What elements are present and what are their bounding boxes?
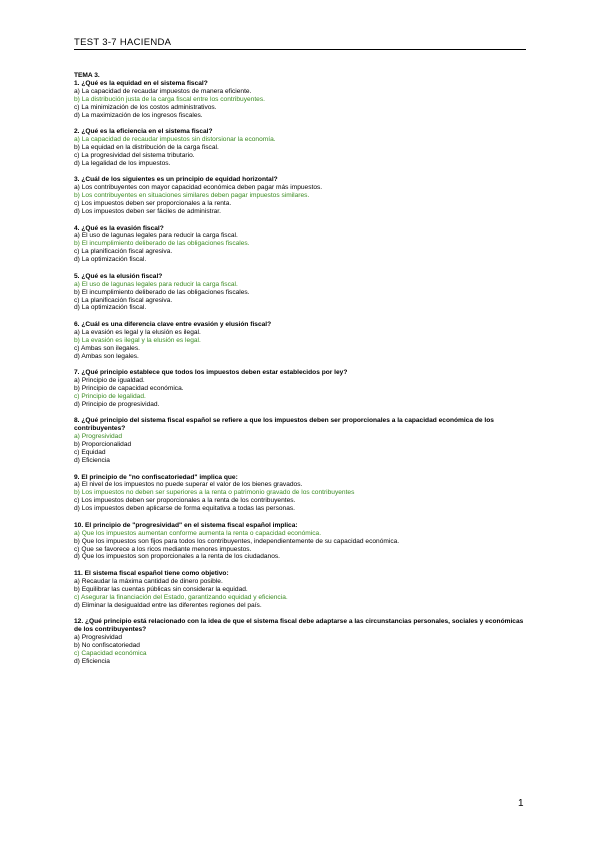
answer-option-correct: a) Que los impuestos aumentan conforme aumenta la renta o capacidad económica. — [74, 529, 322, 537]
answer-option: c) La planificación fiscal agresiva. — [74, 248, 173, 256]
answer-option: b) Que los impuestos son fijos para todos los contribuyentes, independientemente de su capacidad económica. — [74, 537, 400, 545]
answer-option-correct: c) Asegurar la financiación del Estado, garantizando equidad y eficiencia. — [74, 593, 288, 601]
answer-option: d) Los impuestos deben ser fáciles de administrar. — [74, 207, 221, 215]
question-block — [74, 176, 526, 216]
answer-option-correct: b) El incumplimiento deliberado de las obligaciones fiscales. — [74, 240, 250, 248]
title-underline — [74, 49, 526, 50]
page-number: 1 — [518, 798, 524, 809]
question-block — [74, 474, 526, 514]
answer-option: a) Principio de igualdad. — [74, 377, 145, 385]
answer-option: d) Ambas son legales. — [74, 352, 139, 360]
answer-option: d) Los impuestos deben aplicarse de forma equitativa a todas las personas. — [74, 505, 296, 513]
answer-option: c) Los impuestos deben ser proporcionales a la renta. — [74, 200, 232, 208]
answer-option: b) Principio de capacidad económica. — [74, 385, 184, 393]
answer-option: c) Ambas son ilegales. — [74, 344, 140, 352]
answer-option: c) Los impuestos deben ser proporcionales a la renta de los contribuyentes. — [74, 497, 296, 505]
answer-option-correct: a) Progresividad — [74, 433, 123, 441]
answer-option: a) La evasión es legal y la elusión es ilegal. — [74, 328, 201, 336]
question-block — [74, 522, 526, 562]
answer-option: b) Proporcionalidad — [74, 441, 132, 449]
answer-option: d) Eficiencia — [74, 657, 110, 665]
answer-option: b) Equilibrar las cuentas públicas sin considerar la equidad. — [74, 585, 248, 593]
question-list — [74, 72, 526, 666]
answer-option: d) La optimización fiscal. — [74, 256, 147, 264]
question-block — [74, 225, 526, 265]
question-text: 6. ¿Cuál es una diferencia clave entre evasión y elusión fiscal? — [74, 321, 272, 328]
answer-option: d) Que los impuestos son proporcionales a la renta de los ciudadanos. — [74, 553, 280, 561]
question-text: 2. ¿Qué es la eficiencia en el sistema fiscal? — [74, 128, 213, 136]
answer-option: b) No confiscatoriedad — [74, 641, 140, 649]
question-block — [74, 618, 526, 665]
answer-option: d) La optimización fiscal. — [74, 304, 147, 312]
answer-option-correct: c) Capacidad económica — [74, 649, 147, 657]
answer-option-correct: c) Principio de legalidad. — [74, 392, 146, 400]
question-text: 11. El sistema fiscal español tiene como objetivo: — [74, 570, 229, 577]
question-block — [74, 369, 526, 409]
question-text: 9. El principio de "no confiscatoriedad" implica que: — [74, 473, 238, 481]
question-block — [74, 570, 526, 610]
document-title: TEST 3-7 HACIENDA — [74, 37, 172, 48]
section-heading: TEMA 3. — [74, 72, 100, 79]
answer-option: d) La maximización de los ingresos fiscales. — [74, 111, 203, 119]
answer-option: c) La progresividad del sistema tributario. — [74, 151, 195, 159]
answer-option: a) Progresividad — [74, 634, 123, 642]
answer-option-correct: b) Los contribuyentes en situaciones similares deben pagar impuestos similares. — [74, 192, 310, 200]
questions-container — [74, 80, 526, 666]
question-text: 12. ¿Qué principio está relacionado con la idea de que el sistema fiscal debe adaptarse a las circunstancias personales, sociales y económicas de los contribuyentes? — [74, 618, 524, 634]
answer-option: c) La planificación fiscal agresiva. — [74, 296, 173, 304]
answer-option: a) Los contribuyentes con mayor capacidad económica deben pagar más impuestos. — [74, 184, 323, 192]
answer-option: b) La equidad en la distribución de la carga fiscal. — [74, 143, 219, 151]
answer-option: d) Eficiencia — [74, 456, 110, 464]
answer-option: a) El nivel de los impuestos no puede superar el valor de los bienes gravados. — [74, 481, 303, 489]
question-block — [74, 321, 526, 361]
answer-option: d) Principio de progresividad. — [74, 400, 160, 408]
answer-option-correct: a) El uso de lagunas legales para reducir la carga fiscal. — [74, 280, 238, 288]
answer-option-correct: a) La capacidad de recaudar impuestos sin distorsionar la economía. — [74, 136, 276, 144]
answer-option: c) Que se favorece a los ricos mediante menores impuestos. — [74, 545, 252, 553]
question-text: 3. ¿Cuál de los siguientes es un principio de equidad horizontal? — [74, 176, 278, 184]
answer-option: d) Eliminar la desigualdad entre las diferentes regiones del país. — [74, 601, 262, 609]
answer-option: d) La legalidad de los impuestos. — [74, 159, 171, 167]
answer-option: a) La capacidad de recaudar impuestos de manera eficiente. — [74, 87, 252, 95]
answer-option-correct: b) Los impuestos no deben ser superiores a la renta o patrimonio gravado de los contribuyentes — [74, 489, 355, 497]
question-text: 5. ¿Qué es la elusión fiscal? — [74, 272, 163, 280]
answer-option: b) El incumplimiento deliberado de las obligaciones fiscales. — [74, 288, 250, 296]
question-text: 4. ¿Qué es la evasión fiscal? — [74, 224, 164, 232]
answer-option: c) La minimización de los costos administrativos. — [74, 103, 217, 111]
answer-option-correct: b) La distribución justa de la carga fiscal entre los contribuyentes. — [74, 95, 265, 103]
question-text: 10. El principio de "progresividad" en el sistema fiscal español implica: — [74, 521, 298, 529]
answer-option-correct: b) La evasión es ilegal y la elusión es legal. — [74, 336, 201, 344]
question-block — [74, 273, 526, 313]
answer-option: c) Equidad — [74, 449, 106, 457]
question-text: 8. ¿Qué principio del sistema fiscal español se refiere a que los impuestos deben ser proporcionales a la capacidad económica de los contribuyentes? — [74, 417, 494, 433]
question-text: 7. ¿Qué principio establece que todos los impuestos deben estar establecidos por ley? — [74, 369, 348, 377]
question-block — [74, 80, 526, 120]
answer-option: a) El uso de lagunas legales para reducir la carga fiscal. — [74, 232, 238, 240]
question-text: 1. ¿Qué es la equidad en el sistema fiscal? — [74, 79, 208, 87]
answer-option: a) Recaudar la máxima cantidad de dinero posible. — [74, 577, 223, 585]
question-block — [74, 417, 526, 464]
question-block — [74, 128, 526, 168]
